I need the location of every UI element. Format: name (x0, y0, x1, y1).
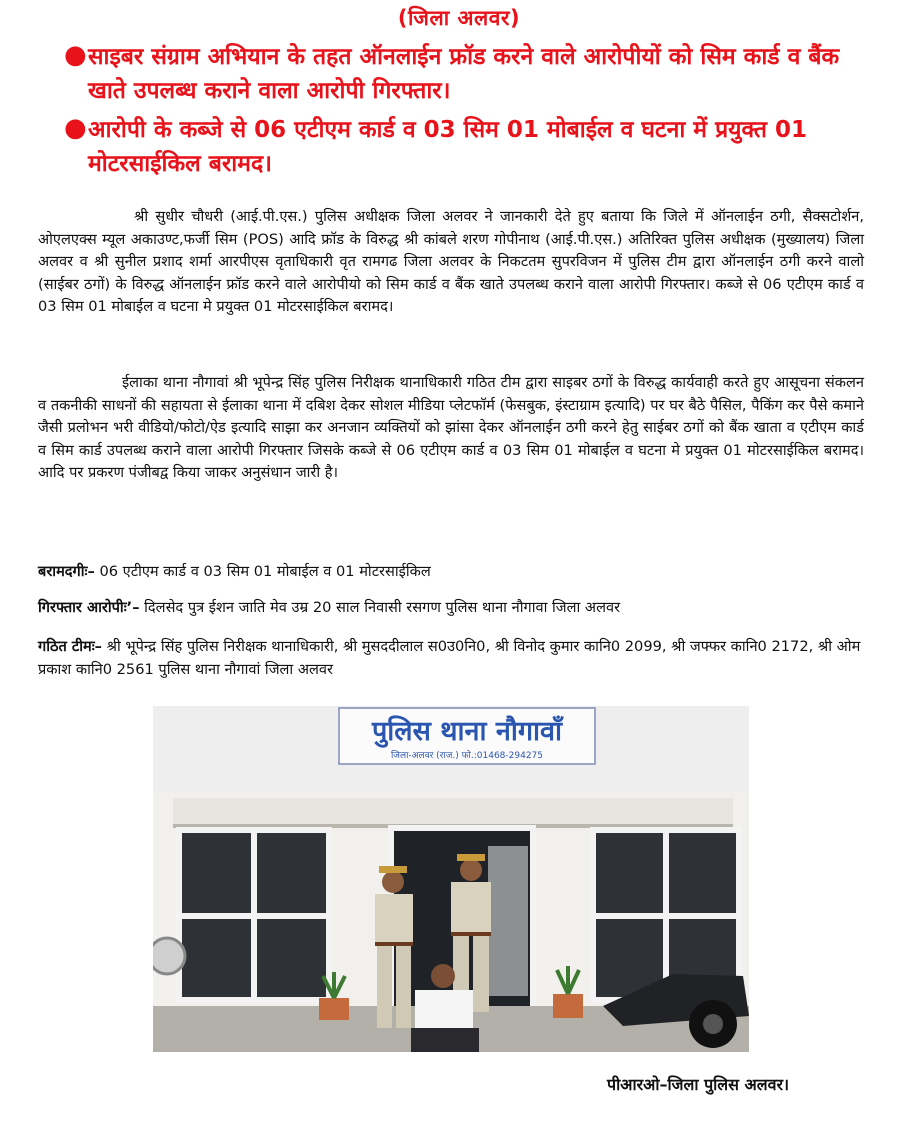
sign-title: पुलिस थाना नौगावाँ (371, 716, 563, 747)
recovery-label: बरामदगीः– (38, 563, 95, 580)
recovery-value: 06 एटीएम कार्ड व 03 सिम 01 मोबाईल व 01 मोटरसाईकिल (94, 563, 431, 580)
arrested-label: गिरफ्तार आरोपीः’– (38, 599, 140, 616)
arrested-row (38, 597, 864, 620)
team-label: गठित टीमः– (38, 638, 102, 655)
police-station-photo (153, 706, 749, 1052)
team-row (38, 636, 864, 681)
body-paragraph-1: श्री सुधीर चौधरी (आई.पी.एस.) पुलिस अधीक्षक जिला अलवर ने जानकारी देते हुए बताया कि जिले में ऑनलाईन ठगी, सैक्सटोर्शन, ओएलएक्स म्यूल अकाउण्ट,फर्जी सिम (POS) आदि फ्रॉड के विरुद्ध श्री कांबले शरण गोपीनाथ (आई.पी.एस.) अतिरिक्त पुलिस अधीक्षक (मुख्यालय) जिला अलवर व श्री सुनील प्रशाद शर्मा आरपीएस वृताधिकारी वृत रामगढ जिला अलवर के निकटतम सुपरविजन में पुलिस टीम द्वारा ऑनलाईन ठगी करने वालो (साईबर ठगों) के विरुद्ध ऑनलाईन फ्रॉड करने वाले आरोपीयो को सिम कार्ड व बैंक खाते उपलब्ध कराने वाला आरोपी गिरफ्तार। कब्जे से 06 एटीएम कार्ड व 03 सिम 01 मोबाईल व घटना मे प्रयुक्त 01 मोटरसाईकिल बरामद। (38, 208, 864, 315)
bullet-icon: ● (64, 113, 87, 143)
bullet-icon: ● (64, 40, 87, 70)
highlight-text: आरोपी के कब्जे से 06 एटीएम कार्ड व 03 सिम 01 मोबाईल व घटना में प्रयुक्त 01 मोटरसाईकिल बरामद। (88, 117, 807, 177)
sign-subtitle: जिला-अलवर (राज.) फो.:01468-294275 (390, 751, 544, 761)
body-paragraph-2: ईलाका थाना नौगावां श्री भूपेन्द्र सिंह पुलिस निरीक्षक थानाधिकारी गठित टीम द्वारा साइबर ठगों के विरुद्ध कार्यवाही करते हुए आसूचना संकलन व तकनीकी साधनों की सहायता से ईलाका थाना में दबिश देकर सोशल मीडिया प्लेटफॉर्म (फेसबुक, इंस्टाग्राम इत्यादि) पर घर बैठे पैसिल, पैकिंग कर पैसे कमाने जैसी प्रलोभन भरी वीडियो/फोटो/ऐड इत्यादि साझा कर अनजान व्यक्तियों को झांसा देकर ऑनलाईन ठगी करने हेतु साईबर ठगों को बैंक खाता व एटीएम कार्ड व सिम कार्ड उपलब्ध कराने वाला आरोपी गिरफ्तार जिसके कब्जे से 06 एटीएम कार्ड व 03 सिम 01 मोबाईल व घटना मे प्रयुक्त 01 मोटरसाईकिल बरामद। आदि पर प्रकरण पंजीबद्व किया जाकर अनुसंधान जारी है। (38, 374, 864, 481)
photo-illustration (153, 706, 749, 1052)
signature-line: पीआरओ–जिला पुलिस अलवर। (607, 1075, 790, 1094)
highlight-item-2 (64, 113, 874, 181)
district-heading: (जिला अलवर) (397, 6, 521, 30)
highlight-text: साइबर संग्राम अभियान के तहत ऑनलाईन फ्रॉड करने वाले आरोपीयों को सिम कार्ड व बैंक खाते उपलब्ध कराने वाला आरोपी गिरफ्तार। (88, 44, 840, 104)
recovery-row (38, 561, 864, 584)
arrested-value: दिलसेद पुत्र ईशन जाति मेव उम्र 20 साल निवासी रसगण पुलिस थाना नौगावा जिला अलवर (139, 599, 621, 616)
team-value: श्री भूपेन्द्र सिंह पुलिस निरीक्षक थानाधिकारी, श्री मुसददीलाल स0उ0नि0, श्री विनोद कुमार कानि0 2099, श्री जफ्फर कानि0 2172, श्री ओम प्रकाश कानि0 2561 पुलिस थाना नौगावां जिला अलवर (38, 638, 861, 678)
highlight-item-1 (64, 40, 874, 108)
